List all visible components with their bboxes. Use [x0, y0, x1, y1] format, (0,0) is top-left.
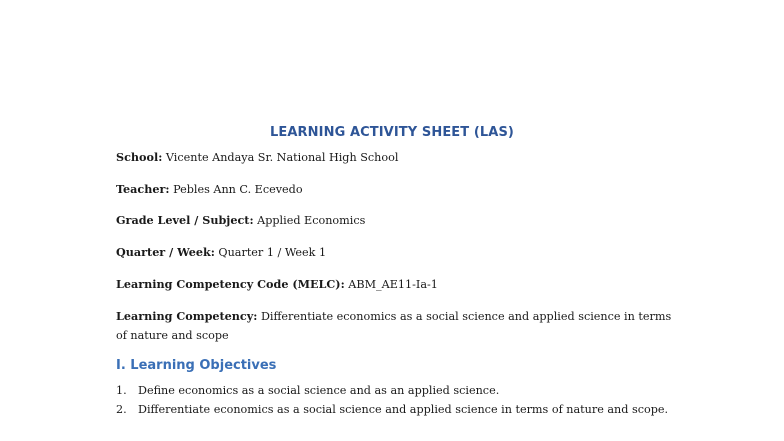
objective-item: [116, 381, 676, 400]
field-label: Learning Competency Code (MELC):: [116, 277, 345, 291]
page-title: LEARNING ACTIVITY SHEET (LAS): [270, 125, 514, 140]
field-quarter-week: [116, 243, 326, 262]
field-school: [116, 148, 398, 167]
field-value: Applied Economics: [257, 214, 366, 227]
field-grade-subject: [116, 211, 365, 230]
field-value: Vicente Andaya Sr. National High School: [165, 151, 399, 164]
field-label: Quarter / Week:: [116, 245, 215, 259]
field-value: Quarter 1 / Week 1: [218, 246, 327, 259]
objective-text: Define economics as a social science and as an applied science.: [138, 384, 500, 397]
field-competency-code: [116, 275, 438, 294]
objective-number: 1.: [116, 384, 127, 397]
field-label: Teacher:: [116, 182, 170, 196]
objective-item: [116, 400, 676, 419]
field-label: School:: [116, 150, 163, 164]
field-learning-competency: [116, 307, 676, 345]
field-value: Differentiate economics as a social science and applied science in terms of nature and scope: [116, 310, 672, 342]
field-value: ABM_AE11-Ia-1: [348, 278, 438, 291]
field-teacher: [116, 180, 303, 199]
section-heading-objectives: I. Learning Objectives: [116, 358, 277, 373]
field-label: Grade Level / Subject:: [116, 213, 254, 227]
objective-text: Differentiate economics as a social science and applied science in terms of nature and scope.: [138, 403, 669, 416]
field-label: Learning Competency:: [116, 309, 258, 323]
objective-number: 2.: [116, 403, 127, 416]
field-value: Pebles Ann C. Ecevedo: [173, 183, 303, 196]
